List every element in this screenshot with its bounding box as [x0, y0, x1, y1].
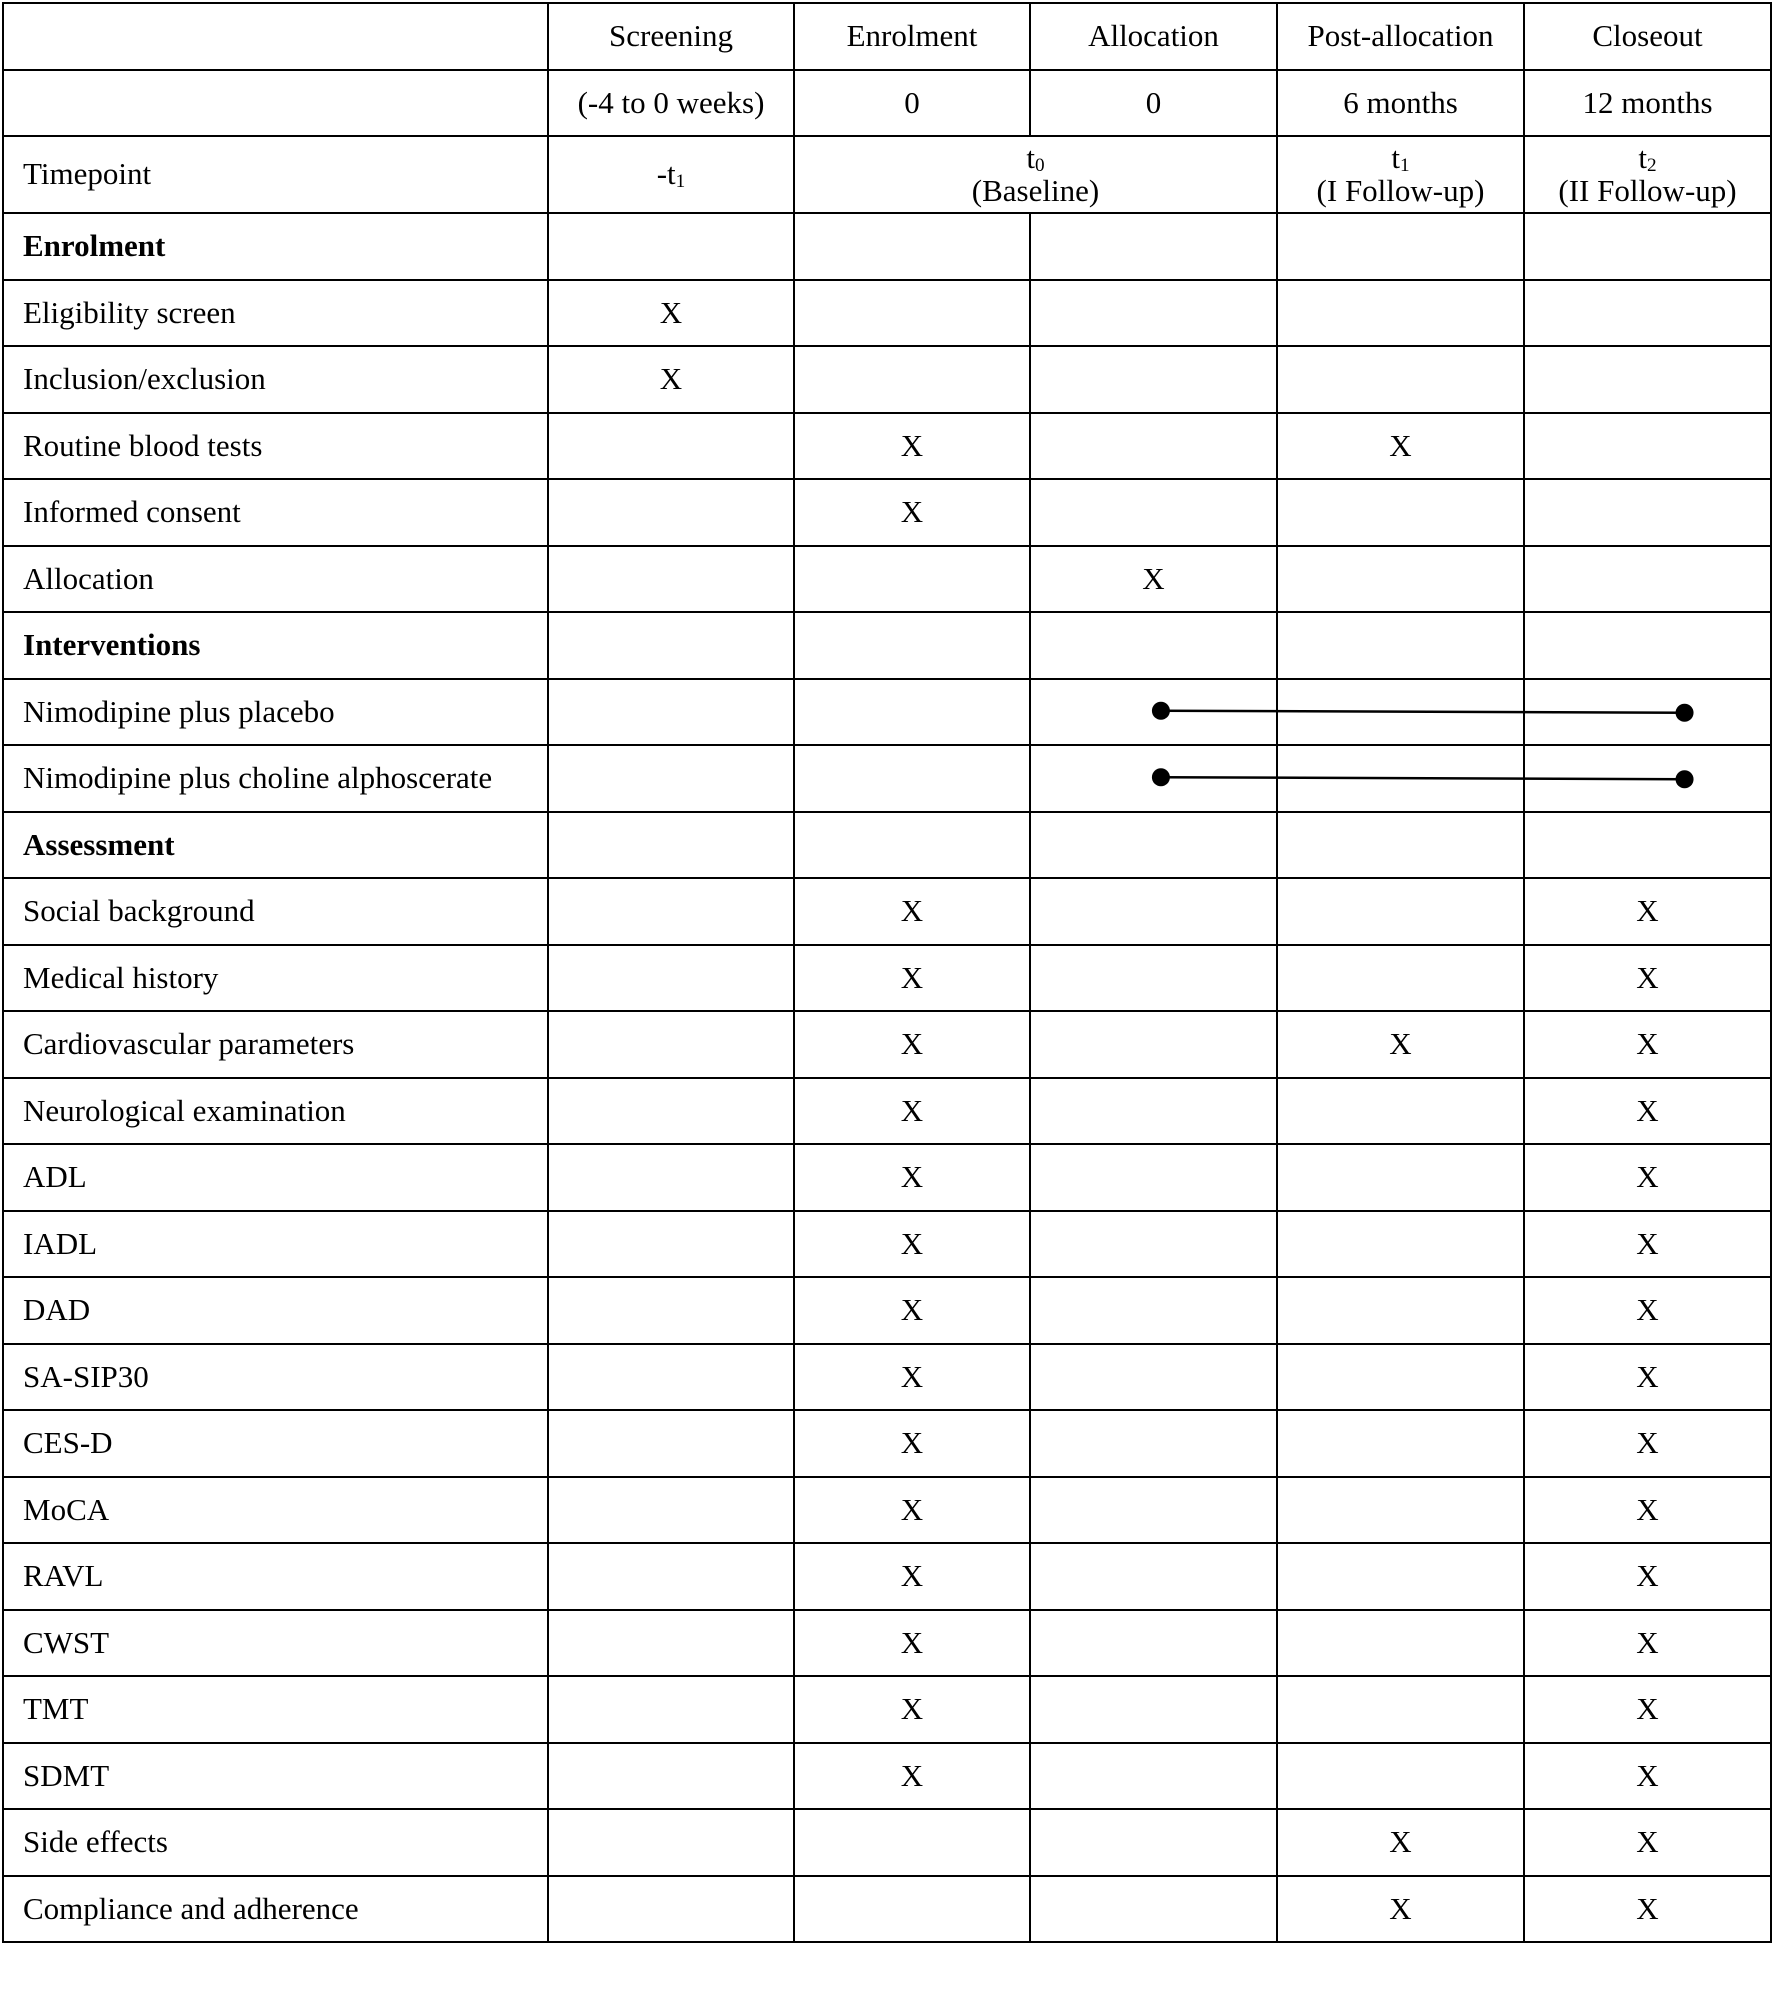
x-mark: X [794, 1543, 1030, 1610]
empty-cell [1277, 346, 1524, 413]
empty-cell [1277, 1211, 1524, 1278]
time-header-row [3, 70, 1771, 137]
x-mark: X [1524, 1078, 1771, 1145]
x-mark: X [1524, 1676, 1771, 1743]
row-label: CWST [3, 1610, 548, 1677]
x-mark: X [794, 878, 1030, 945]
empty-cell [1277, 1078, 1524, 1145]
row-label: Eligibility screen [3, 280, 548, 347]
corner-cell [3, 70, 548, 137]
empty-cell [548, 612, 794, 679]
empty-cell [1524, 812, 1771, 879]
x-mark: X [1524, 878, 1771, 945]
schedule-row [3, 1477, 1771, 1544]
schedule-row [3, 1676, 1771, 1743]
empty-cell [1277, 1543, 1524, 1610]
row-label: MoCA [3, 1477, 548, 1544]
schedule-row [3, 479, 1771, 546]
empty-cell [1524, 679, 1771, 746]
empty-cell [1030, 413, 1277, 480]
empty-cell [1030, 1144, 1277, 1211]
row-label: Informed consent [3, 479, 548, 546]
empty-cell [1030, 1477, 1277, 1544]
schedule-row [3, 1876, 1771, 1943]
schedule-row [3, 1543, 1771, 1610]
timepoint-symbol: $t_2$ [1638, 139, 1657, 176]
timepoint-symbol: $-t_1$ [656, 156, 686, 193]
row-label: Inclusion/exclusion [3, 346, 548, 413]
empty-cell [548, 1676, 794, 1743]
empty-cell [1277, 679, 1524, 746]
row-label: Side effects [3, 1809, 548, 1876]
empty-cell [548, 745, 794, 812]
empty-cell [1030, 1809, 1277, 1876]
empty-cell [1030, 679, 1277, 746]
section-title: Enrolment [3, 213, 548, 280]
x-mark: X [548, 280, 794, 347]
corner-cell [3, 3, 548, 70]
period-header-row [3, 3, 1771, 70]
empty-cell [794, 1876, 1030, 1943]
empty-cell [1524, 546, 1771, 613]
x-mark: X [1277, 413, 1524, 480]
time-header: 0 [1030, 70, 1277, 137]
row-label: SA-SIP30 [3, 1344, 548, 1411]
timepoint-symbol: $t_0$ [1026, 139, 1045, 176]
empty-cell [1277, 612, 1524, 679]
x-mark: X [1277, 1809, 1524, 1876]
empty-cell [548, 1610, 794, 1677]
schedule-row [3, 1211, 1771, 1278]
empty-cell [1030, 1743, 1277, 1810]
empty-cell [548, 1477, 794, 1544]
x-mark: X [1030, 546, 1277, 613]
period-header: Closeout [1524, 3, 1771, 70]
empty-cell [548, 679, 794, 746]
empty-cell [1030, 1676, 1277, 1743]
row-label: Nimodipine plus placebo [3, 679, 548, 746]
x-mark: X [794, 1078, 1030, 1145]
schedule-row [3, 280, 1771, 347]
period-header: Post-allocation [1277, 3, 1524, 70]
empty-cell [548, 1410, 794, 1477]
empty-cell [1030, 1876, 1277, 1943]
period-header: Enrolment [794, 3, 1030, 70]
empty-cell [548, 1078, 794, 1145]
timepoint-cell [794, 136, 1277, 213]
empty-cell [1030, 945, 1277, 1012]
x-mark: X [1524, 945, 1771, 1012]
time-header: 12 months [1524, 70, 1771, 137]
empty-cell [548, 1011, 794, 1078]
empty-cell [794, 346, 1030, 413]
empty-cell [1524, 413, 1771, 480]
schedule-row [3, 945, 1771, 1012]
x-mark: X [794, 413, 1030, 480]
empty-cell [1524, 213, 1771, 280]
row-label: Medical history [3, 945, 548, 1012]
period-header: Allocation [1030, 3, 1277, 70]
x-mark: X [794, 1344, 1030, 1411]
empty-cell [794, 546, 1030, 613]
spirit-schedule-table [2, 2, 1772, 1943]
empty-cell [1277, 1610, 1524, 1677]
x-mark: X [794, 479, 1030, 546]
schedule-row [3, 1410, 1771, 1477]
empty-cell [794, 745, 1030, 812]
timepoint-cell [1524, 136, 1771, 213]
empty-cell [1030, 612, 1277, 679]
x-mark: X [548, 346, 794, 413]
empty-cell [1030, 1610, 1277, 1677]
x-mark: X [794, 945, 1030, 1012]
timepoint-cell [548, 136, 794, 213]
empty-cell [1030, 1543, 1277, 1610]
empty-cell [1277, 546, 1524, 613]
row-label: TMT [3, 1676, 548, 1743]
x-mark: X [794, 1743, 1030, 1810]
empty-cell [1277, 878, 1524, 945]
schedule-row [3, 413, 1771, 480]
empty-cell [1030, 479, 1277, 546]
empty-cell [548, 1277, 794, 1344]
x-mark: X [794, 1477, 1030, 1544]
row-label: RAVL [3, 1543, 548, 1610]
x-mark: X [1524, 1543, 1771, 1610]
row-label: Social background [3, 878, 548, 945]
empty-cell [1277, 1676, 1524, 1743]
timepoint-description: (I Follow-up) [1316, 172, 1485, 208]
x-mark: X [1524, 1610, 1771, 1677]
timepoint-label: Timepoint [3, 136, 548, 213]
empty-cell [548, 1344, 794, 1411]
timepoint-cell [1277, 136, 1524, 213]
empty-cell [548, 1543, 794, 1610]
empty-cell [794, 612, 1030, 679]
empty-cell [794, 679, 1030, 746]
schedule-row [3, 1078, 1771, 1145]
intervention-row [3, 745, 1771, 812]
time-header: 6 months [1277, 70, 1524, 137]
x-mark: X [1524, 1410, 1771, 1477]
empty-cell [1277, 1277, 1524, 1344]
empty-cell [548, 878, 794, 945]
empty-cell [1030, 1410, 1277, 1477]
x-mark: X [1277, 1876, 1524, 1943]
empty-cell [1030, 812, 1277, 879]
section-title: Assessment [3, 812, 548, 879]
time-header: (-4 to 0 weeks) [548, 70, 794, 137]
x-mark: X [1524, 1277, 1771, 1344]
empty-cell [794, 812, 1030, 879]
row-label: IADL [3, 1211, 548, 1278]
row-label: Routine blood tests [3, 413, 548, 480]
x-mark: X [1524, 1011, 1771, 1078]
section-header-row [3, 612, 1771, 679]
schedule-row [3, 1277, 1771, 1344]
empty-cell [548, 812, 794, 879]
row-label: SDMT [3, 1743, 548, 1810]
row-label: Nimodipine plus choline alphoscerate [3, 745, 548, 812]
x-mark: X [1524, 1876, 1771, 1943]
empty-cell [1524, 346, 1771, 413]
row-label: Cardiovascular parameters [3, 1011, 548, 1078]
schedule-row [3, 1011, 1771, 1078]
empty-cell [548, 1809, 794, 1876]
row-label: CES-D [3, 1410, 548, 1477]
empty-cell [794, 1809, 1030, 1876]
schedule-row [3, 1144, 1771, 1211]
empty-cell [548, 1211, 794, 1278]
empty-cell [548, 945, 794, 1012]
section-header-row [3, 812, 1771, 879]
section-header-row [3, 213, 1771, 280]
schedule-row [3, 546, 1771, 613]
row-label: Neurological examination [3, 1078, 548, 1145]
empty-cell [1030, 213, 1277, 280]
x-mark: X [794, 1676, 1030, 1743]
empty-cell [1524, 745, 1771, 812]
empty-cell [1277, 1477, 1524, 1544]
empty-cell [1277, 1344, 1524, 1411]
empty-cell [794, 213, 1030, 280]
empty-cell [548, 546, 794, 613]
empty-cell [1030, 878, 1277, 945]
row-label: DAD [3, 1277, 548, 1344]
empty-cell [1277, 213, 1524, 280]
empty-cell [548, 1743, 794, 1810]
schedule-row [3, 1809, 1771, 1876]
row-label: ADL [3, 1144, 548, 1211]
x-mark: X [1524, 1144, 1771, 1211]
period-header: Screening [548, 3, 794, 70]
empty-cell [1030, 1011, 1277, 1078]
empty-cell [1030, 346, 1277, 413]
empty-cell [1030, 1211, 1277, 1278]
empty-cell [1277, 812, 1524, 879]
empty-cell [548, 479, 794, 546]
empty-cell [1524, 612, 1771, 679]
schedule-row [3, 1610, 1771, 1677]
row-label: Compliance and adherence [3, 1876, 548, 1943]
intervention-row [3, 679, 1771, 746]
empty-cell [1030, 280, 1277, 347]
empty-cell [794, 280, 1030, 347]
x-mark: X [794, 1277, 1030, 1344]
x-mark: X [1524, 1344, 1771, 1411]
empty-cell [1277, 280, 1524, 347]
x-mark: X [1524, 1743, 1771, 1810]
empty-cell [548, 413, 794, 480]
x-mark: X [1277, 1011, 1524, 1078]
schedule-row [3, 878, 1771, 945]
empty-cell [1277, 479, 1524, 546]
x-mark: X [794, 1610, 1030, 1677]
x-mark: X [1524, 1809, 1771, 1876]
empty-cell [1030, 745, 1277, 812]
timepoint-symbol: $t_1$ [1391, 139, 1410, 176]
timepoint-row [3, 136, 1771, 213]
row-label: Allocation [3, 546, 548, 613]
x-mark: X [794, 1011, 1030, 1078]
x-mark: X [794, 1144, 1030, 1211]
empty-cell [548, 1876, 794, 1943]
schedule-row [3, 1743, 1771, 1810]
empty-cell [1277, 745, 1524, 812]
empty-cell [1030, 1277, 1277, 1344]
empty-cell [1277, 1743, 1524, 1810]
empty-cell [1277, 1410, 1524, 1477]
empty-cell [548, 1144, 794, 1211]
schedule-row [3, 346, 1771, 413]
x-mark: X [794, 1211, 1030, 1278]
section-title: Interventions [3, 612, 548, 679]
empty-cell [548, 213, 794, 280]
x-mark: X [1524, 1211, 1771, 1278]
empty-cell [1277, 945, 1524, 1012]
time-header: 0 [794, 70, 1030, 137]
timepoint-description: (Baseline) [971, 172, 1100, 208]
empty-cell [1030, 1078, 1277, 1145]
x-mark: X [1524, 1477, 1771, 1544]
schedule-row [3, 1344, 1771, 1411]
empty-cell [1524, 280, 1771, 347]
empty-cell [1524, 479, 1771, 546]
empty-cell [1030, 1344, 1277, 1411]
empty-cell [1277, 1144, 1524, 1211]
x-mark: X [794, 1410, 1030, 1477]
timepoint-description: (II Follow-up) [1558, 172, 1737, 208]
